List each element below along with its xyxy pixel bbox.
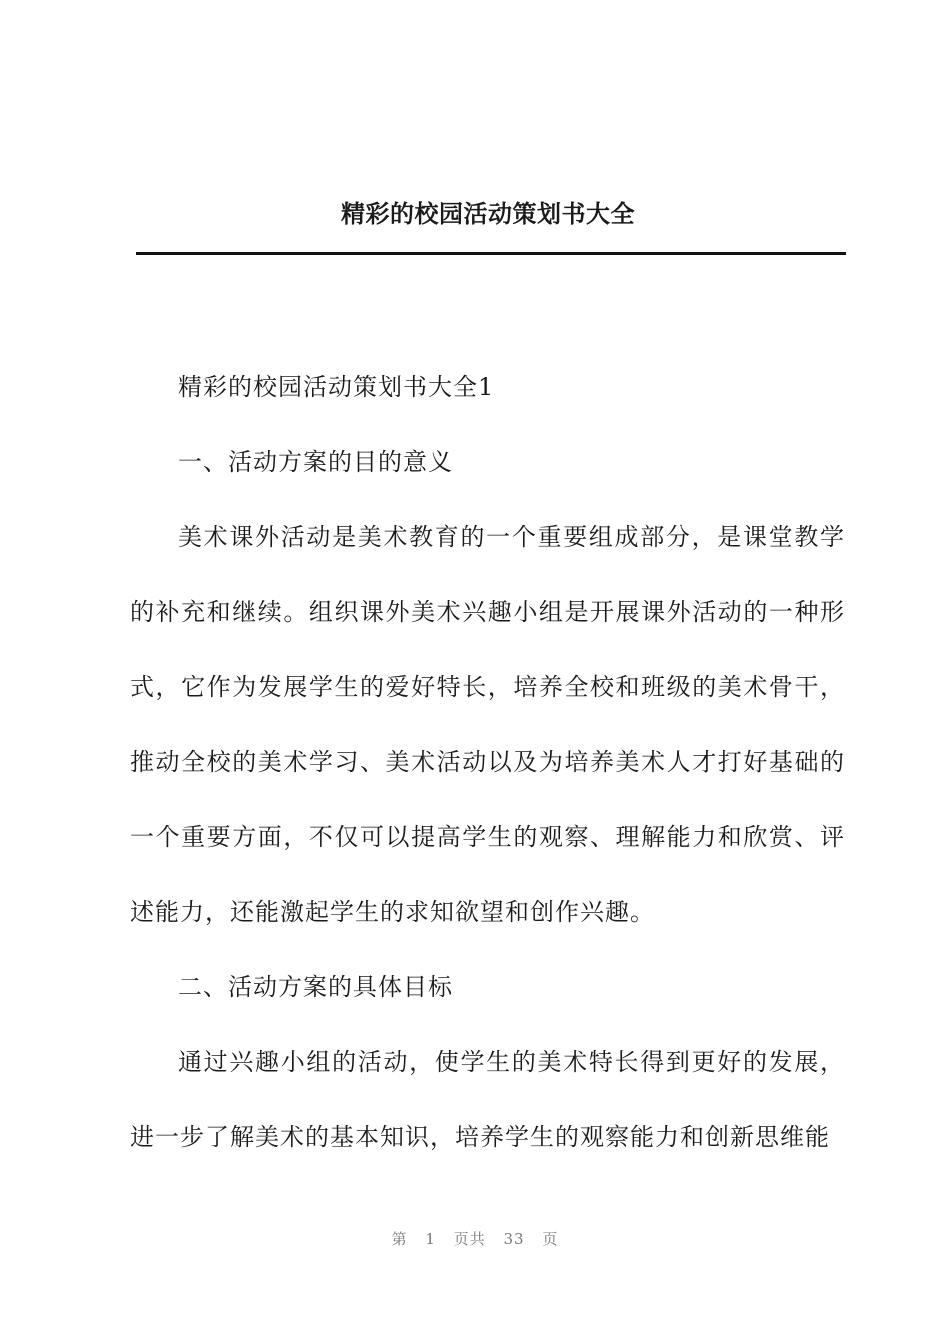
section-heading: 精彩的校园活动策划书大全1 xyxy=(178,373,495,401)
footer-label-page: 第 xyxy=(391,1230,408,1248)
subsection-heading: 二、活动方案的具体目标 xyxy=(178,973,453,1001)
footer-label-pages: 页 xyxy=(542,1230,559,1248)
footer-page-number: 1 xyxy=(425,1230,436,1248)
footer-total-pages: 33 xyxy=(503,1230,525,1248)
body-paragraph: 通过兴趣小组的活动，使学生的美术特长得到更好的发展，进一步了解美术的基本知识，培养学生的观察能力和创新思维能 xyxy=(130,1048,845,1151)
document-title: 精彩的校园活动策划书大全 xyxy=(341,199,635,228)
footer-label-of: 页共 xyxy=(453,1230,486,1248)
document-body xyxy=(130,350,845,1175)
page-footer xyxy=(0,1228,950,1250)
body-paragraph: 美术课外活动是美术教育的一个重要组成部分，是课堂教学的补充和继续。组织课外美术兴趣小组是开展课外活动的一种形式，它作为发展学生的爱好特长，培养全校和班级的美术骨干，推动全校的美术学习、美术活动以及为培养美术人才打好基础的一个重要方面，不仅可以提高学生的观察、理解能力和欣赏、评述能力，还能激起学生的求知欲望和创作兴趣。 xyxy=(130,523,845,926)
subsection-heading: 一、活动方案的目的意义 xyxy=(178,448,453,476)
title-underline xyxy=(136,252,846,255)
